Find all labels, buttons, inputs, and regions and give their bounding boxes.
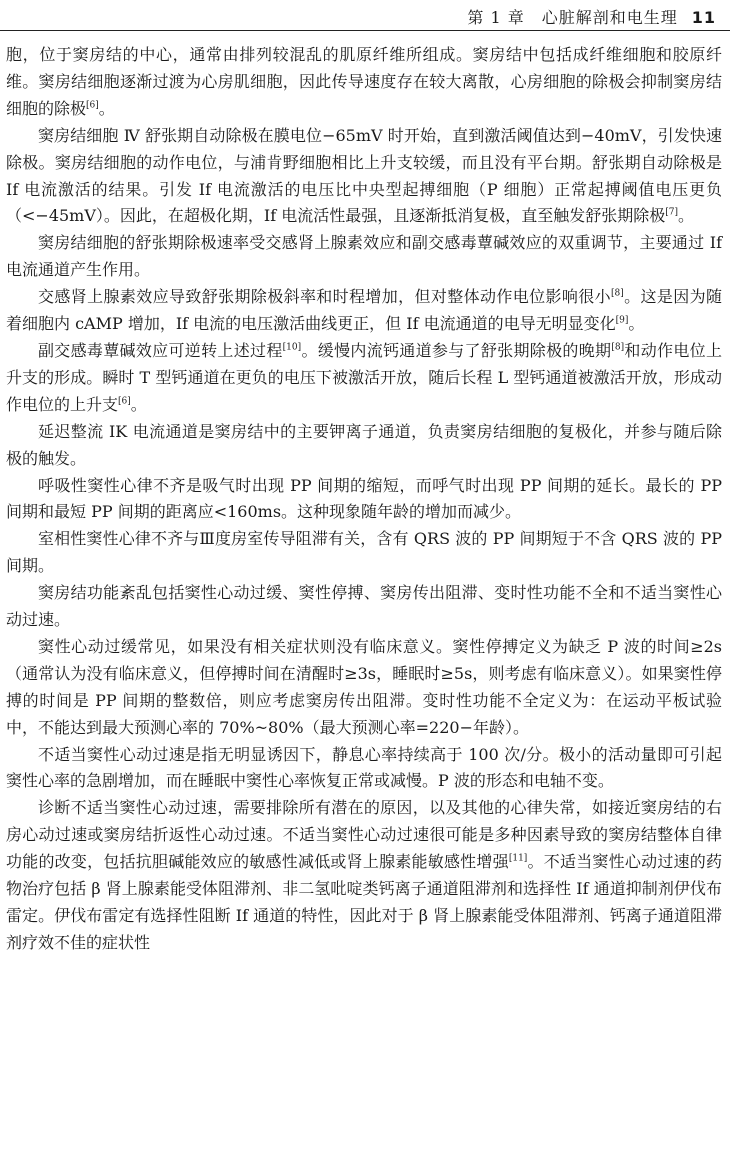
citation-ref: [10]	[282, 342, 302, 353]
header-text	[467, 5, 716, 28]
citation-ref: [6]	[86, 100, 99, 111]
citation-ref: [8]	[611, 342, 625, 353]
paragraph	[6, 123, 722, 231]
text-run: 和动作电位上升支的形成。瞬时 T 型钙通道在更负的电压下被激活开放，随后长程 L 型钙通道被激活开放，形成动作电位的上升支	[6, 340, 722, 414]
paragraph	[6, 580, 722, 634]
text-run: 诊断不适当窦性心动过速，需要排除所有潜在的原因，以及其他的心律失常，如接近窦房结的右房心动过速或窦房结折返性心动过速。不适当窦性心动过速很可能是多种因素导致的窦房结整体自律功能的改变，包括抗胆碱能效应的敏感性减低或肾上腺素能敏感性增强	[6, 798, 722, 872]
paragraph	[6, 634, 722, 742]
text-run: 窦房结细胞的舒张期除极速率受交感肾上腺素效应和副交感毒蕈碱效应的双重调节，主要通过 If 电流通道产生作用。	[6, 233, 722, 280]
paragraph	[6, 742, 722, 796]
text-run: 呼吸性窦性心律不齐是吸气时出现 PP 间期的缩短，而呼气时出现 PP 间期的延长。最长的 PP 间期和最短 PP 间期的距离应<160ms。这种现象随年龄的增加而减少。	[6, 475, 722, 522]
citation-ref: [7]	[665, 208, 678, 219]
text-run: 。缓慢内流钙通道参与了舒张期除极的晚期	[301, 340, 612, 360]
text-run: 窦性心动过缓常见，如果没有相关症状则没有临床意义。窦性停搏定义为缺乏 P 波的时间≥2s（通常认为没有临床意义，但停搏时间在清醒时≥3s，睡眠时≥5s，则考虑有临床意义）。如果窦性停搏的时间是 PP 间期的整数倍，则应考虑窦房传出阻滞。变时性功能不全定义为：在运动平板试验中，不能达到最大预测心率的 70%~80%（最大预测心率=220−年龄）。	[6, 636, 722, 737]
text-run: 延迟整流 IK 电流通道是窦房结中的主要钾离子通道，负责窦房结细胞的复极化，并参与随后除极的触发。	[6, 421, 722, 468]
running-header	[0, 0, 730, 31]
paragraph	[6, 795, 722, 956]
text-run: 。不适当窦性心动过速的药物治疗包括 β 肾上腺素能受体阻滞剂、非二氢吡啶类钙离子通道阻滞剂和选择性 If 通道抑制剂伊伐布雷定。伊伐布雷定有选择性阻断 If 通道的特性，因此对于 β 肾上腺素能受体阻滞剂、钙离子通道阻滞剂疗效不佳的症状性	[6, 852, 722, 952]
text-run: 窦房结功能紊乱包括窦性心动过缓、窦性停搏、窦房传出阻滞、变时性功能不全和不适当窦性心动过速。	[6, 583, 722, 630]
paragraph	[6, 42, 722, 123]
text-run: 。	[130, 394, 147, 414]
text-run: 。这是因为随着细胞内 cAMP 增加，If 电流的电压激活曲线更正，但 If 电流通道的电导无明显变化	[6, 287, 722, 334]
paragraph	[6, 230, 722, 284]
page-number: 11	[691, 8, 716, 27]
paragraph	[6, 419, 722, 473]
text-run: 副交感毒蕈碱效应可逆转上述过程	[38, 340, 283, 360]
text-run: 交感肾上腺素效应导致舒张期除极斜率和时程增加，但对整体动作电位影响很小	[38, 287, 611, 307]
citation-ref: [6]	[118, 396, 131, 407]
text-run: 不适当窦性心动过速是指无明显诱因下，静息心率持续高于 100 次/分。极小的活动量即可引起窦性心率的急剧增加，而在睡眠中窦性心率恢复正常或减慢。P 波的形态和电轴不变。	[6, 744, 722, 791]
citation-ref: [11]	[508, 853, 528, 864]
text-run: 。	[628, 314, 645, 334]
text-run: 。	[98, 98, 115, 118]
body-text	[6, 42, 722, 957]
chapter-title: 第 1 章 心脏解剖和电生理	[467, 8, 678, 27]
text-run: 。	[677, 206, 694, 226]
paragraph	[6, 526, 722, 580]
citation-ref: [9]	[615, 315, 629, 326]
paragraph	[6, 338, 722, 419]
text-run: 窦房结细胞 Ⅳ 舒张期自动除极在膜电位−65mV 时开始，直到激活阈值达到−40mV，引发快速除极。窦房结细胞的动作电位，与浦肯野细胞相比上升支较缓，而且没有平台期。舒张期自动除极是 If 电流激活的结果。引发 If 电流激活的电压比中央型起搏细胞（P 细胞）正常起搏阈值电压更负（<−45mV）。因此，在超极化期，If 电流活性最强，且逐渐抵消复极，直至触发舒张期除极	[6, 125, 722, 226]
text-run: 胞，位于窦房结的中心，通常由排列较混乱的肌原纤维所组成。窦房结中包括成纤维细胞和胶原纤维。窦房结细胞逐渐过渡为心房肌细胞，因此传导速度存在较大离散，心房细胞的除极会抑制窦房结细胞的除极	[6, 45, 722, 118]
text-run: 室相性窦性心律不齐与Ⅲ度房室传导阻滞有关，含有 QRS 波的 PP 间期短于不含 QRS 波的 PP 间期。	[6, 529, 722, 576]
citation-ref: [8]	[611, 288, 624, 299]
paragraph	[6, 473, 722, 527]
paragraph	[6, 284, 722, 338]
